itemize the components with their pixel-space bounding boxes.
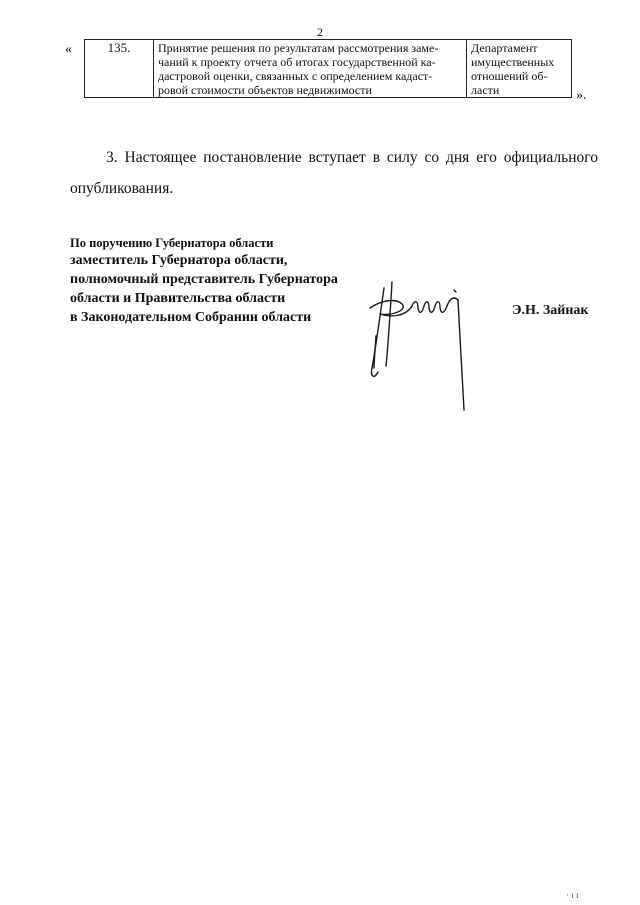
effective-date-paragraph: 3. Настоящее постановление вступает в силу со дня его официального опубликования. (70, 148, 598, 197)
row-number-cell: 135. (85, 40, 154, 98)
row-department-cell (467, 40, 572, 98)
signatory-authority-line: По поручению Губернатора области (70, 236, 274, 250)
signatory-title-line: заместитель Губернатора области, (70, 253, 288, 268)
closing-quote: ». (576, 88, 587, 103)
table-row (85, 40, 572, 98)
row-description-cell (154, 40, 467, 98)
handwritten-signature (362, 276, 482, 416)
top-corner-mark (566, 0, 574, 4)
department-line: имущественных (471, 55, 555, 69)
signatory-title-line: в Законодательном Собрании области (70, 310, 312, 325)
description-line: чаний к проекту отчета об итогах государственной ка- (158, 55, 436, 69)
department-line: ласти (471, 83, 500, 97)
department-line: отношений об- (471, 69, 548, 83)
description-line: дастровой оценки, связанных с определением кадаст- (158, 69, 433, 83)
signer-name: Э.Н. Зайнак (512, 303, 589, 318)
description-line: ровой стоимости объектов недвижимости (158, 83, 372, 97)
signatory-title-line: области и Правительства области (70, 291, 286, 306)
bottom-corner-mark: · ı ı (566, 890, 579, 900)
page-number: 2 (317, 25, 323, 39)
signature-block (70, 235, 338, 327)
department-line: Департамент (471, 41, 538, 55)
description-line: Принятие решения по результатам рассмотрения заме- (158, 41, 439, 55)
signatory-title-line: полномочный представитель Губернатора (70, 272, 338, 287)
opening-quote: « (65, 42, 72, 57)
amendment-table (84, 39, 572, 98)
